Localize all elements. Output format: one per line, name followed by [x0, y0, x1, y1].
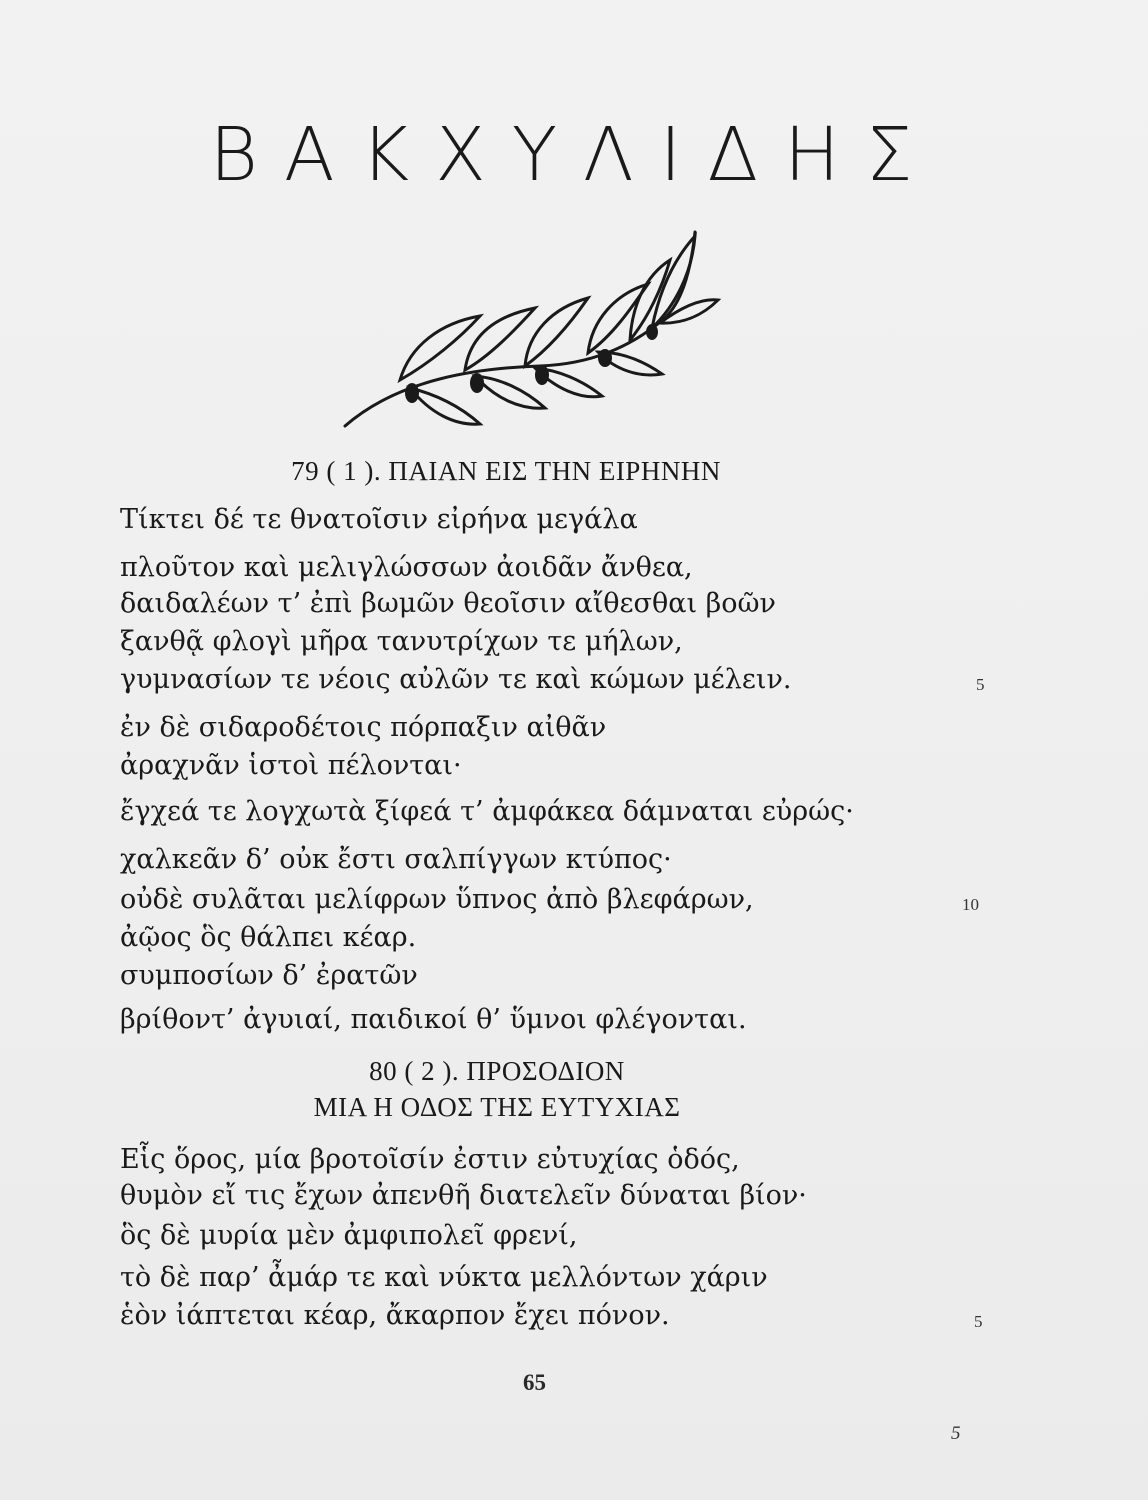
verse-line: ἑὸν ἰάπτεται κέαρ, ἄκαρπον ἔχει πόνον. — [120, 1300, 670, 1331]
verse-line: πλοῦτον καὶ μελιγλώσσων ἀοιδᾶν ἄνθεα, — [120, 552, 693, 583]
verse-line: ξανθᾷ φλογὶ μῆρα τανυτρίχων τε μήλων, — [120, 626, 683, 657]
line-number: 5 — [976, 675, 985, 694]
verse-line: ἐν δὲ σιδαροδέτοις πόρπαξιν αἰθᾶν — [120, 712, 607, 743]
poem-80-subheading: ΜΙΑ Η ΟΔΟΣ ΤΗΣ ΕΥΤΥΧΙΑΣ — [313, 1092, 681, 1122]
verse-line: χαλκεᾶν δ’ οὐκ ἔστι σαλπίγγων κτύπος· — [120, 844, 672, 875]
verse-line: βρίθοντ’ ἀγυιαί, παιδικοί θ’ ὕμνοι φλέγονται. — [120, 1004, 747, 1035]
verse-line: συμποσίων δ’ ἐρατῶν — [120, 960, 418, 991]
verse-line: δαιδαλέων τ’ ἐπὶ βωμῶν θεοῖσιν αἴθεσθαι βοῶν — [120, 588, 776, 619]
line-number: 10 — [962, 895, 979, 914]
verse-line: ὃς δὲ μυρία μὲν ἀμφιπολεῖ φρενί, — [120, 1220, 578, 1251]
corner-mark: 5 — [951, 1423, 961, 1444]
verse-line: γυμνασίων τε νέοις αὐλῶν τε καὶ κώμων μέλειν. — [120, 664, 792, 695]
olive-branch-icon — [330, 228, 730, 438]
verse-line: Τίκτει δέ τε θνατοῖσιν εἰρήνα μεγάλα — [120, 504, 638, 535]
line-number: 5 — [974, 1312, 983, 1331]
verse-line: Εἷς ὅρος, μία βροτοῖσίν ἐστιν εὐτυχίας ὁδός, — [120, 1144, 740, 1175]
verse-line: θυμὸν εἴ τις ἔχων ἀπενθῆ διατελεῖν δύναται βίον· — [120, 1180, 807, 1211]
page-title: ΒΑΚΧΥΛΙΔΗΣ — [209, 112, 939, 198]
verse-line: ἀραχνᾶν ἱστοὶ πέλονται· — [120, 750, 462, 781]
verse-line: ἔγχεά τε λογχωτὰ ξίφεά τ’ ἀμφάκεα δάμναται εὐρώς· — [120, 796, 854, 827]
poem-80-heading: 80 ( 2 ). ΠΡΟΣΟΔΙΟΝ — [369, 1056, 625, 1086]
poem-79-heading: 79 ( 1 ). ΠΑΙΑΝ ΕΙΣ ΤΗΝ ΕΙΡΗΝΗΝ — [291, 456, 721, 486]
verse-line: τὸ δὲ παρ’ ἆμάρ τε καὶ νύκτα μελλόντων χάριν — [120, 1262, 768, 1293]
page-number: 65 — [523, 1370, 546, 1395]
verse-line: οὐδὲ συλᾶται μελίφρων ὕπνος ἀπὸ βλεφάρων, — [120, 884, 754, 915]
verse-line: ἀῷος ὃς θάλπει κέαρ. — [120, 922, 417, 953]
